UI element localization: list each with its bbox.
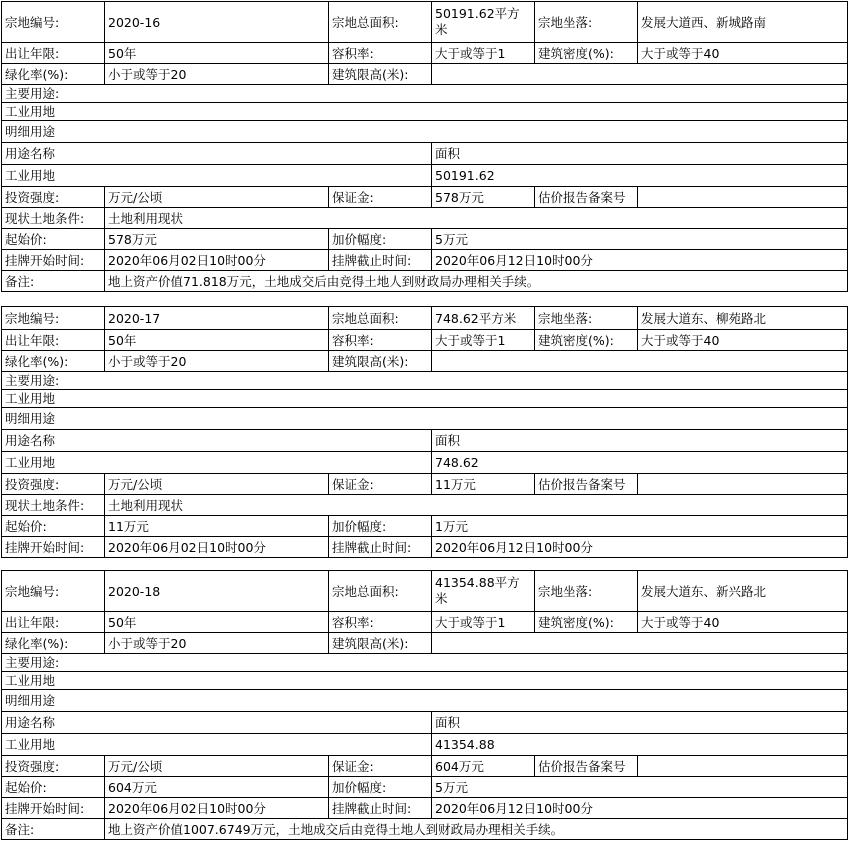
start-price-value: 578万元 (105, 229, 329, 250)
green-value: 小于或等于20 (105, 633, 329, 654)
density-value: 大于或等于40 (638, 612, 848, 633)
table-row (2, 390, 848, 408)
table-row (2, 571, 848, 612)
green-label: 绿化率(%): (2, 351, 105, 372)
far-value: 大于或等于1 (432, 43, 535, 64)
deposit-value: 604万元 (432, 756, 535, 777)
far-value: 大于或等于1 (432, 612, 535, 633)
listing-start-value: 2020年06月02日10时00分 (105, 537, 329, 558)
term-value: 50年 (105, 43, 329, 64)
use-area-header: 面积 (432, 143, 848, 165)
invest-value: 万元/公顷 (105, 756, 329, 777)
appraisal-value (638, 474, 848, 495)
table-row (2, 690, 848, 712)
table-row (2, 43, 848, 64)
remark-label: 备注: (2, 819, 105, 840)
invest-label: 投资强度: (2, 474, 105, 495)
listing-end-value: 2020年06月12日10时00分 (432, 798, 848, 819)
table-row (2, 516, 848, 537)
listing-start-value: 2020年06月02日10时00分 (105, 250, 329, 271)
table-row (2, 408, 848, 430)
table-row (2, 734, 848, 756)
appraisal-label: 估价报告备案号 (535, 756, 638, 777)
use-area-header: 面积 (432, 430, 848, 452)
table-row (2, 495, 848, 516)
table-row (2, 64, 848, 85)
start-price-label: 起始价: (2, 229, 105, 250)
table-row (2, 712, 848, 734)
location-value: 发展大道东、新兴路北 (638, 571, 848, 612)
table-row (2, 208, 848, 229)
code-value: 2020-16 (105, 2, 329, 43)
table-row (2, 372, 848, 390)
condition-value: 土地利用现状 (105, 208, 848, 229)
listing-start-label: 挂牌开始时间: (2, 537, 105, 558)
table-row (2, 819, 848, 840)
table-row (2, 330, 848, 351)
main-use-label: 主要用途: (2, 654, 848, 672)
parcel-table-2020-18 (1, 570, 848, 840)
table-row (2, 187, 848, 208)
density-value: 大于或等于40 (638, 330, 848, 351)
deposit-value: 11万元 (432, 474, 535, 495)
location-label: 宗地坐落: (535, 307, 638, 330)
deposit-label: 保证金: (329, 187, 432, 208)
term-value: 50年 (105, 612, 329, 633)
table-row (2, 143, 848, 165)
table-row (2, 121, 848, 143)
table-row (2, 474, 848, 495)
main-use-value: 工业用地 (2, 672, 848, 690)
table-row (2, 654, 848, 672)
area-value: 41354.88平方米 (432, 571, 535, 612)
table-row (2, 103, 848, 121)
listing-start-value: 2020年06月02日10时00分 (105, 798, 329, 819)
table-row (2, 430, 848, 452)
increment-label: 加价幅度: (329, 229, 432, 250)
increment-value: 1万元 (432, 516, 848, 537)
table-row (2, 165, 848, 187)
height-label: 建筑限高(米): (329, 64, 432, 85)
use-area-header: 面积 (432, 712, 848, 734)
location-value: 发展大道西、新城路南 (638, 2, 848, 43)
height-label: 建筑限高(米): (329, 351, 432, 372)
table-row (2, 351, 848, 372)
start-price-label: 起始价: (2, 516, 105, 537)
use-name-header: 用途名称 (2, 712, 432, 734)
far-label: 容积率: (329, 330, 432, 351)
green-label: 绿化率(%): (2, 64, 105, 85)
table-row (2, 85, 848, 103)
code-label: 宗地编号: (2, 307, 105, 330)
far-value: 大于或等于1 (432, 330, 535, 351)
start-price-value: 604万元 (105, 777, 329, 798)
increment-value: 5万元 (432, 229, 848, 250)
use-area-value: 50191.62 (432, 165, 848, 187)
table-row (2, 777, 848, 798)
start-price-label: 起始价: (2, 777, 105, 798)
table-row (2, 250, 848, 271)
main-use-value: 工业用地 (2, 103, 848, 121)
use-name-value: 工业用地 (2, 734, 432, 756)
area-label: 宗地总面积: (329, 2, 432, 43)
use-name-value: 工业用地 (2, 452, 432, 474)
start-price-value: 11万元 (105, 516, 329, 537)
height-value (432, 633, 848, 654)
code-label: 宗地编号: (2, 2, 105, 43)
term-label: 出让年限: (2, 43, 105, 64)
use-name-value: 工业用地 (2, 165, 432, 187)
listing-end-value: 2020年06月12日10时00分 (432, 250, 848, 271)
green-value: 小于或等于20 (105, 64, 329, 85)
invest-value: 万元/公顷 (105, 187, 329, 208)
invest-label: 投资强度: (2, 756, 105, 777)
increment-value: 5万元 (432, 777, 848, 798)
increment-label: 加价幅度: (329, 516, 432, 537)
appraisal-value (638, 756, 848, 777)
parcel-table-2020-16 (1, 1, 848, 292)
condition-label: 现状土地条件: (2, 495, 105, 516)
term-label: 出让年限: (2, 612, 105, 633)
area-label: 宗地总面积: (329, 571, 432, 612)
listing-end-label: 挂牌截止时间: (329, 537, 432, 558)
height-value (432, 351, 848, 372)
area-label: 宗地总面积: (329, 307, 432, 330)
density-value: 大于或等于40 (638, 43, 848, 64)
location-value: 发展大道东、柳苑路北 (638, 307, 848, 330)
table-row (2, 612, 848, 633)
area-value: 50191.62平方米 (432, 2, 535, 43)
invest-value: 万元/公顷 (105, 474, 329, 495)
invest-label: 投资强度: (2, 187, 105, 208)
use-name-header: 用途名称 (2, 430, 432, 452)
appraisal-label: 估价报告备案号 (535, 474, 638, 495)
density-label: 建筑密度(%): (535, 43, 638, 64)
code-value: 2020-17 (105, 307, 329, 330)
table-row (2, 756, 848, 777)
use-name-header: 用途名称 (2, 143, 432, 165)
appraisal-label: 估价报告备案号 (535, 187, 638, 208)
term-value: 50年 (105, 330, 329, 351)
location-label: 宗地坐落: (535, 2, 638, 43)
table-row (2, 537, 848, 558)
listing-end-label: 挂牌截止时间: (329, 250, 432, 271)
far-label: 容积率: (329, 612, 432, 633)
table-row (2, 307, 848, 330)
table-row (2, 229, 848, 250)
location-label: 宗地坐落: (535, 571, 638, 612)
height-value (432, 64, 848, 85)
table-row (2, 798, 848, 819)
listing-end-value: 2020年06月12日10时00分 (432, 537, 848, 558)
code-value: 2020-18 (105, 571, 329, 612)
deposit-label: 保证金: (329, 756, 432, 777)
appraisal-value (638, 187, 848, 208)
density-label: 建筑密度(%): (535, 330, 638, 351)
condition-value: 土地利用现状 (105, 495, 848, 516)
increment-label: 加价幅度: (329, 777, 432, 798)
height-label: 建筑限高(米): (329, 633, 432, 654)
detail-use-label: 明细用途 (2, 121, 848, 143)
far-label: 容积率: (329, 43, 432, 64)
listing-start-label: 挂牌开始时间: (2, 798, 105, 819)
main-use-label: 主要用途: (2, 85, 848, 103)
parcel-table-2020-17 (1, 306, 848, 558)
deposit-value: 578万元 (432, 187, 535, 208)
term-label: 出让年限: (2, 330, 105, 351)
listing-end-label: 挂牌截止时间: (329, 798, 432, 819)
main-use-value: 工业用地 (2, 390, 848, 408)
use-area-value: 41354.88 (432, 734, 848, 756)
density-label: 建筑密度(%): (535, 612, 638, 633)
deposit-label: 保证金: (329, 474, 432, 495)
green-value: 小于或等于20 (105, 351, 329, 372)
table-row (2, 672, 848, 690)
listing-start-label: 挂牌开始时间: (2, 250, 105, 271)
condition-label: 现状土地条件: (2, 208, 105, 229)
remark-value: 地上资产价值1007.6749万元，土地成交后由竞得土地人到财政局办理相关手续。 (105, 819, 848, 840)
use-area-value: 748.62 (432, 452, 848, 474)
table-row (2, 271, 848, 292)
detail-use-label: 明细用途 (2, 408, 848, 430)
green-label: 绿化率(%): (2, 633, 105, 654)
code-label: 宗地编号: (2, 571, 105, 612)
table-row (2, 452, 848, 474)
detail-use-label: 明细用途 (2, 690, 848, 712)
area-value: 748.62平方米 (432, 307, 535, 330)
table-row (2, 2, 848, 43)
table-row (2, 633, 848, 654)
remark-label: 备注: (2, 271, 105, 292)
main-use-label: 主要用途: (2, 372, 848, 390)
remark-value: 地上资产价值71.818万元，土地成交后由竞得土地人到财政局办理相关手续。 (105, 271, 848, 292)
